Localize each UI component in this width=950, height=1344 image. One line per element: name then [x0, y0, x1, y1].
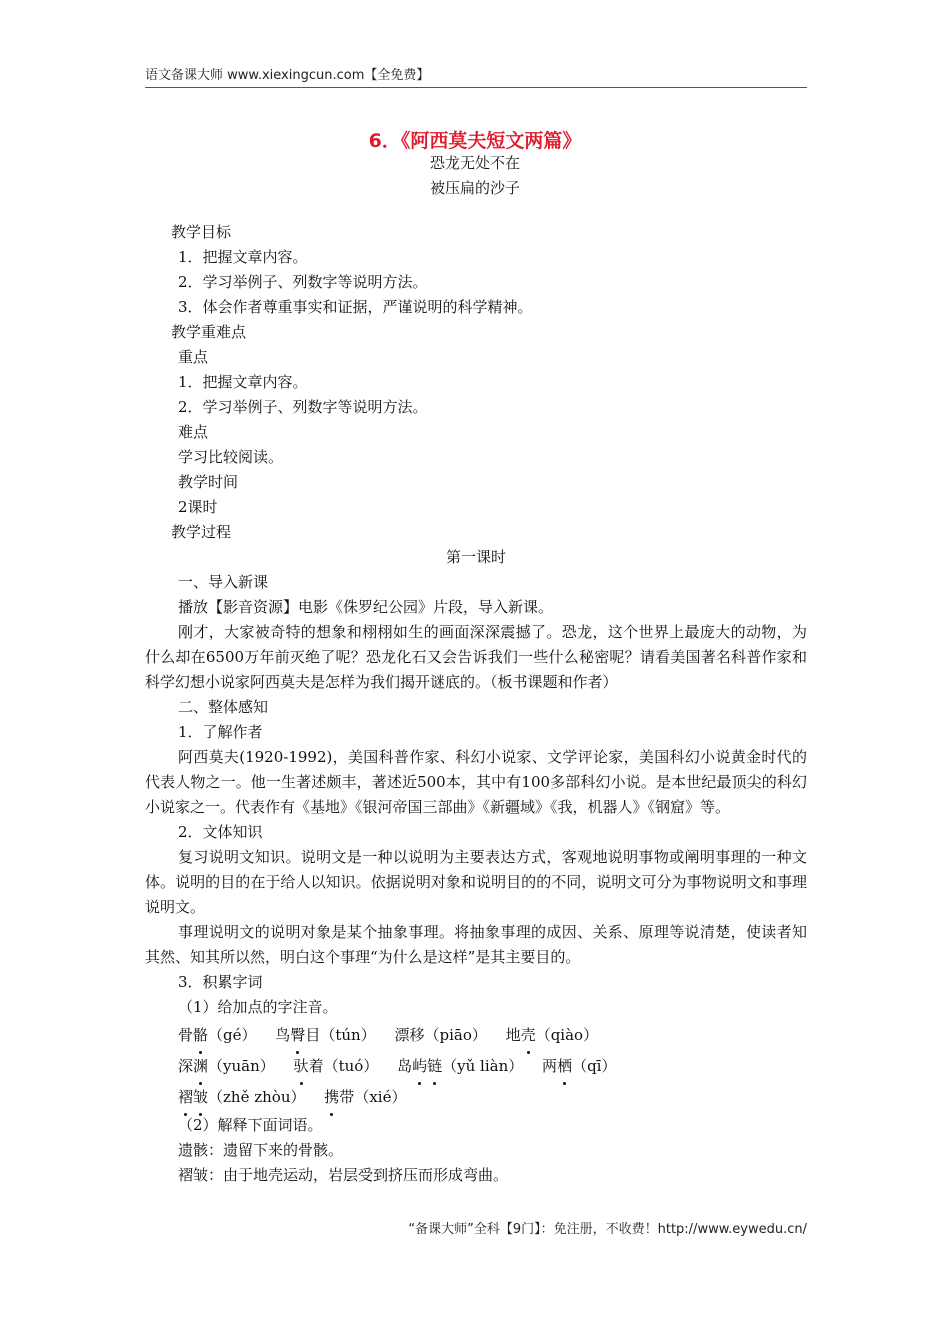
- paragraph: 事理说明文的说明对象是某个抽象事理。将抽象事理的成因、关系、原理等说清楚，使读者知其然、知其所以然，明白这个事理“为什么是这样”是其主要目的。: [145, 923, 807, 966]
- emphasis-char: 褶: [178, 1082, 193, 1113]
- sub-heading: 教学时间: [178, 473, 239, 491]
- list-item: 2．学习举例子、列数字等说明方法。: [178, 398, 428, 416]
- section-heading: 教学过程: [171, 523, 232, 541]
- pinyin-word: 褶皱（zhě zhòu）: [178, 1088, 306, 1106]
- paragraph: 刚才，大家被奇特的想象和栩栩如生的画面深深震撼了。恐龙，这个世界上最庞大的动物，为什么却在6500万年前灭绝了呢？恐龙化石又会告诉我们一些什么秘密呢？请看美国著名科普作家和科学幻想小说家阿西莫夫是怎样为我们揭开谜底的。（板书课题和作者）: [145, 623, 807, 691]
- emphasis-char: 栖: [557, 1051, 572, 1082]
- pinyin-row: [145, 1051, 807, 1082]
- subtitle-1: 恐龙无处不在: [429, 154, 520, 172]
- section-heading: 教学目标: [171, 223, 232, 241]
- exercise-prompt: （2）解释下面词语。: [178, 1116, 323, 1134]
- emphasis-char: 渊: [193, 1051, 208, 1082]
- document-body: [145, 220, 807, 1188]
- page-footer: “备课大师”全科【9门】：免注册，不收费！http://www.eywedu.cn/: [408, 1222, 807, 1237]
- pinyin-word: 携带（xié）: [324, 1088, 406, 1106]
- emphasis-char: 屿: [412, 1051, 427, 1082]
- section-heading: 二、整体感知: [178, 698, 269, 716]
- subtitle-2: 被压扁的沙子: [429, 179, 520, 197]
- header-divider: [145, 87, 807, 88]
- list-item: 1．把握文章内容。: [178, 373, 308, 391]
- lesson-heading: 第一课时: [445, 548, 506, 566]
- emphasis-char: 链: [427, 1051, 442, 1082]
- list-item: 学习比较阅读。: [178, 448, 284, 466]
- pinyin-word: 两栖（qī）: [542, 1057, 616, 1075]
- pinyin-word: 岛屿链（yǔ liàn）: [397, 1057, 523, 1075]
- section-heading: 一、导入新课: [178, 573, 269, 591]
- pinyin-word: 深渊（yuān）: [178, 1057, 275, 1075]
- pinyin-word: 漂移（piāo）: [394, 1026, 487, 1044]
- list-item: 2课时: [178, 498, 218, 516]
- sub-heading: 难点: [178, 423, 209, 441]
- sub-heading: 2．文体知识: [178, 823, 263, 841]
- emphasis-char: 皱: [193, 1082, 208, 1113]
- emphasis-char: 携: [324, 1082, 339, 1113]
- list-item: 3．体会作者尊重事实和证据，严谨说明的科学精神。: [178, 298, 533, 316]
- definition: 遗骸：遗留下来的骨骸。: [178, 1141, 344, 1159]
- document-title: 6．《阿西莫夫短文两篇》: [368, 130, 582, 152]
- emphasis-char: 壳: [521, 1020, 536, 1051]
- page-header: 语文备课大师 www.xiexingcun.com【全免费】: [145, 68, 430, 83]
- definition: 褶皱：由于地壳运动，岩层受到挤压而形成弯曲。: [178, 1166, 509, 1184]
- sub-heading: 1．了解作者: [178, 723, 263, 741]
- pinyin-row: [145, 1082, 807, 1113]
- exercise-prompt: （1）给加点的字注音。: [178, 998, 338, 1016]
- pinyin-word: 驮着（tuó）: [294, 1057, 379, 1075]
- emphasis-char: 骼: [193, 1020, 208, 1051]
- emphasis-char: 臀: [290, 1020, 305, 1051]
- sub-heading: 3．积累字词: [178, 973, 263, 991]
- pinyin-word: 鸟臀目（tún）: [275, 1026, 375, 1044]
- pinyin-row: [145, 1020, 807, 1051]
- list-item: 2．学习举例子、列数字等说明方法。: [178, 273, 428, 291]
- emphasis-char: 驮: [294, 1051, 309, 1082]
- sub-heading: 重点: [178, 348, 209, 366]
- paragraph: 播放【影音资源】电影《侏罗纪公园》片段，导入新课。: [178, 598, 554, 616]
- list-item: 1．把握文章内容。: [178, 248, 308, 266]
- pinyin-word: 地壳（qiào）: [506, 1026, 598, 1044]
- paragraph: 阿西莫夫(1920-1992)，美国科普作家、科幻小说家、文学评论家，美国科幻小说黄金时代的代表人物之一。他一生著述颇丰，著述近500本，其中有100多部科幻小说。是本世纪最顶尖的科幻小说家之一。代表作有《基地》《银河帝国三部曲》《新疆域》《我，机器人》《钢窟》等。: [145, 748, 807, 816]
- paragraph: 复习说明文知识。说明文是一种以说明为主要表达方式，客观地说明事物或阐明事理的一种文体。说明的目的在于给人以知识。依据说明对象和说明目的的不同，说明文可分为事物说明文和事理说明文。: [145, 848, 807, 916]
- pinyin-word: 骨骼（gé）: [178, 1026, 257, 1044]
- section-heading: 教学重难点: [171, 323, 247, 341]
